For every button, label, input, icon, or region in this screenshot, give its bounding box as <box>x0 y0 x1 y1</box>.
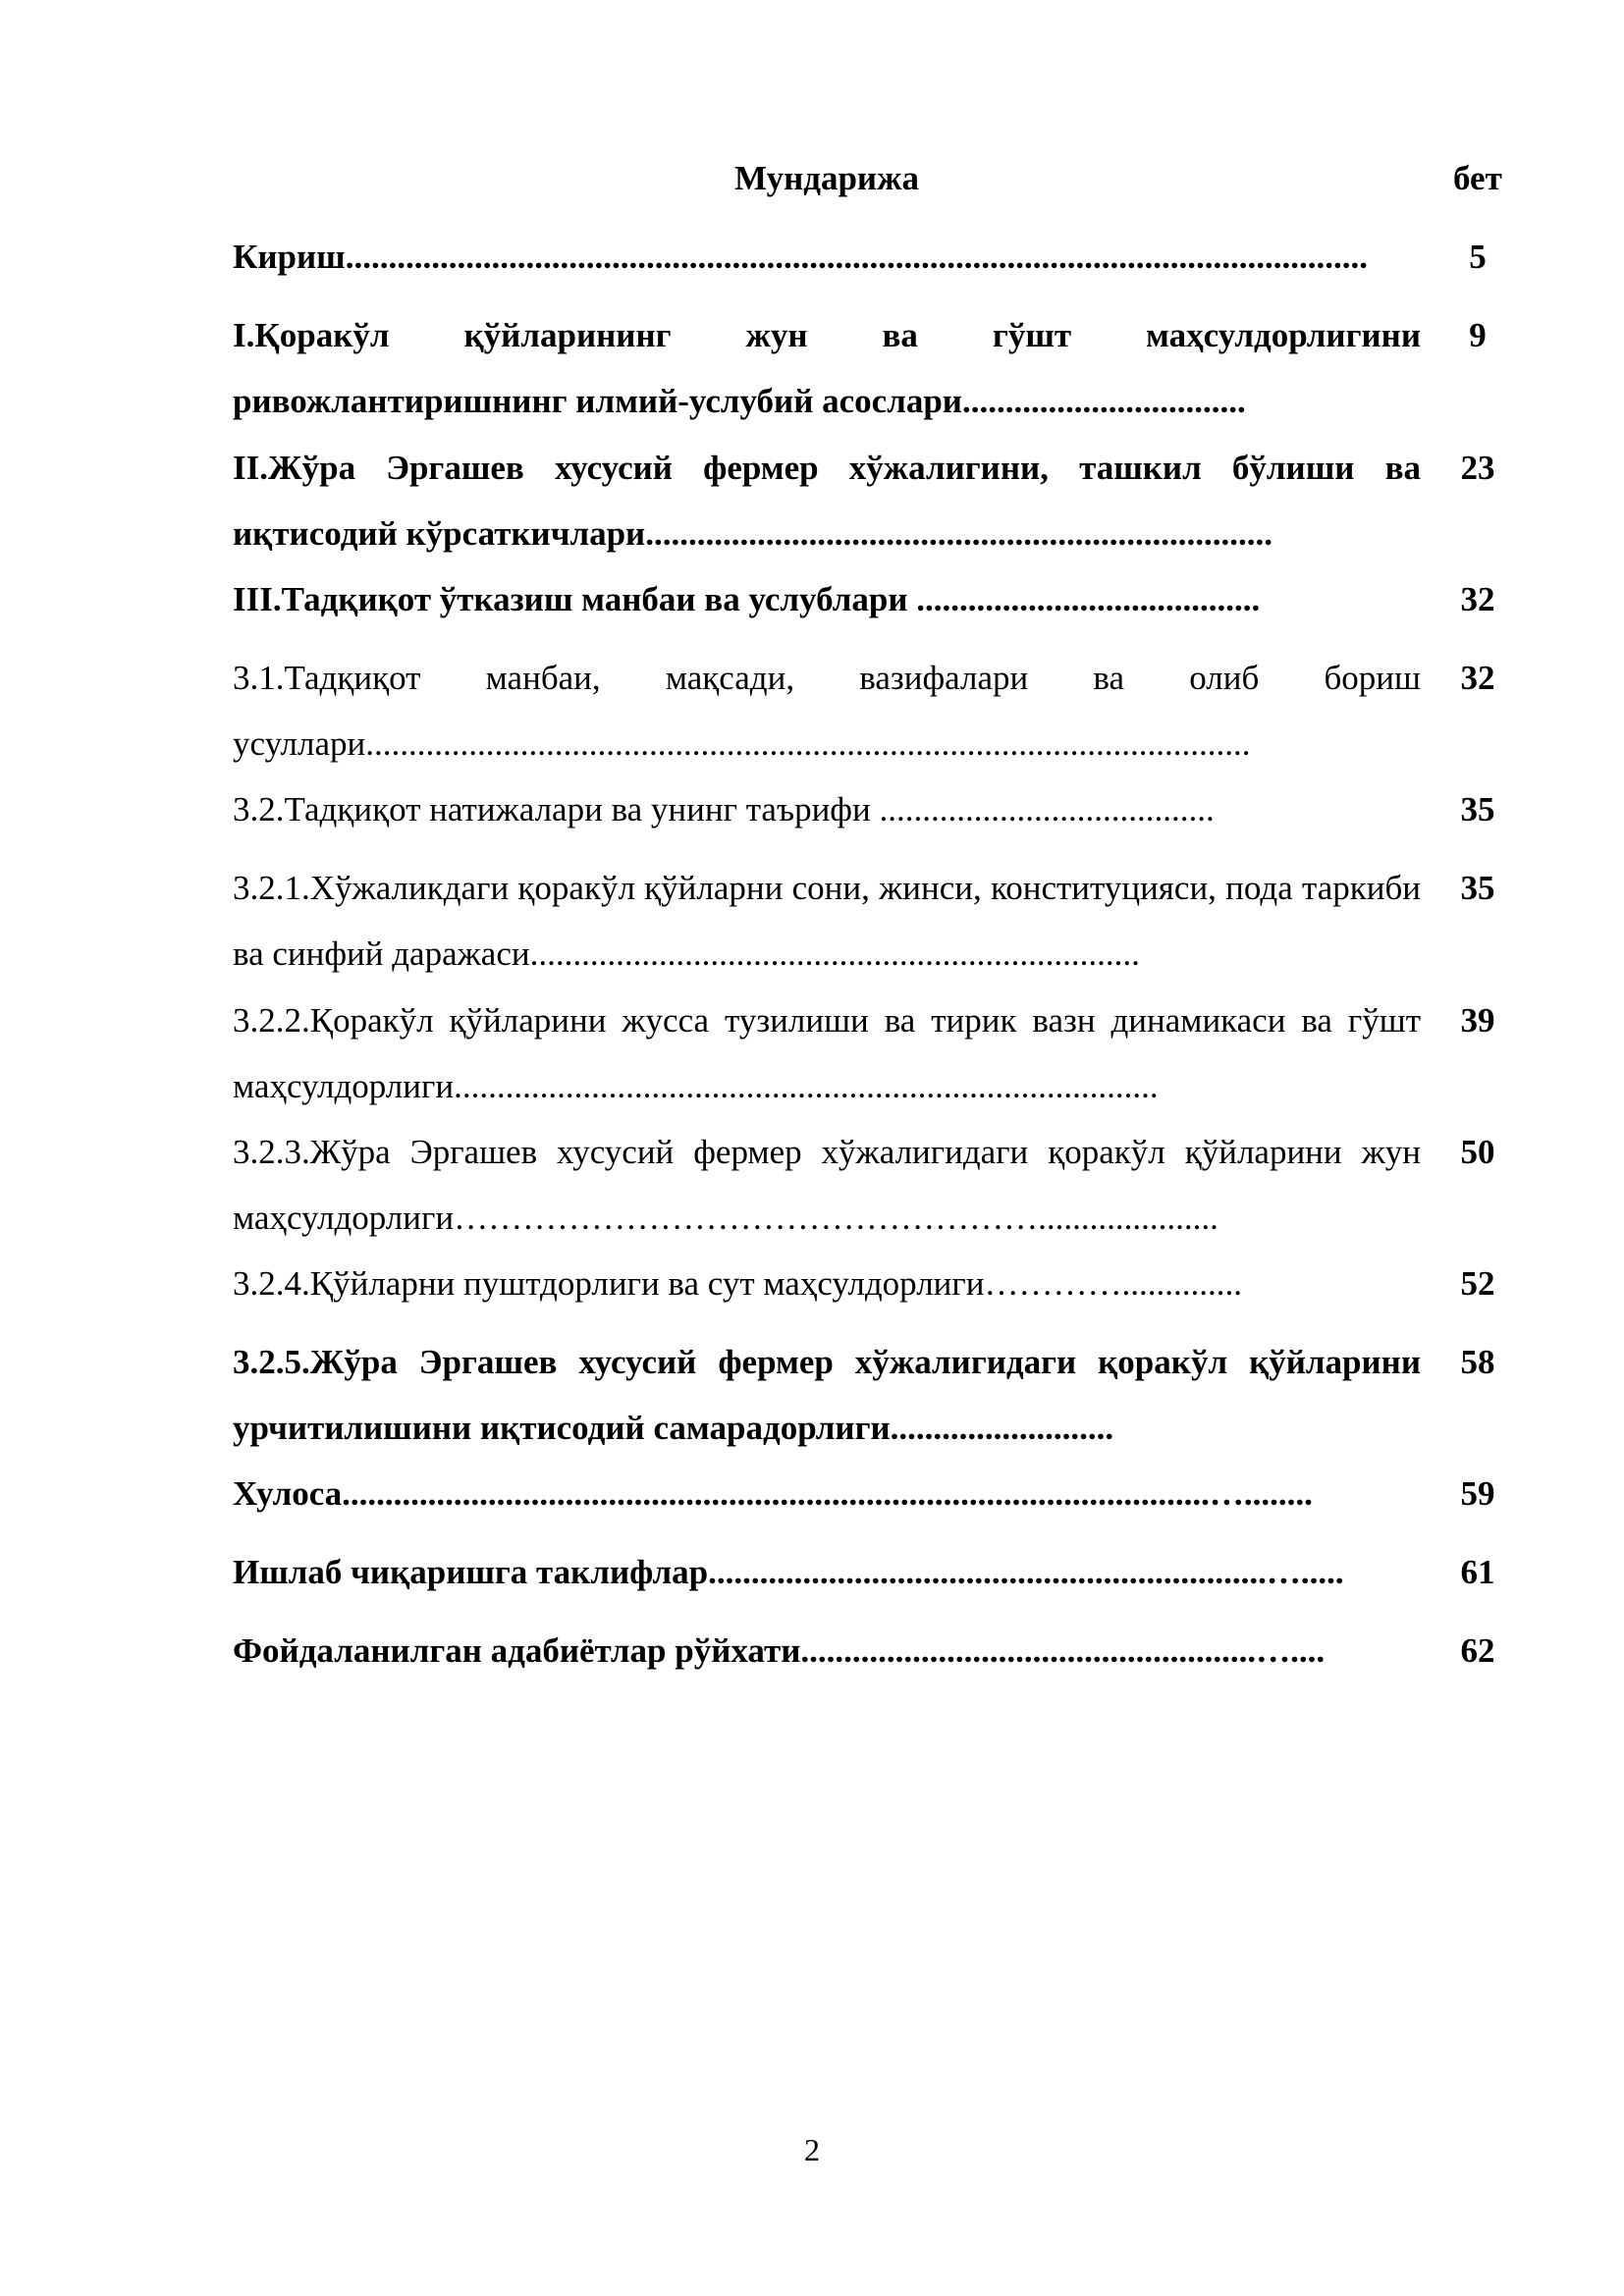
toc-page-section-3-2: 35 <box>1460 790 1495 828</box>
toc-page-proposals: 61 <box>1460 1553 1495 1591</box>
toc-page-intro: 5 <box>1469 238 1487 276</box>
toc-entry-conclusion: Хулоса.....................................................................................................…........ <box>233 1474 1313 1513</box>
toc-entry-section-3-2-1: 3.2.1.Хўжаликдаги қоракўл қўйларни сони, жинси, конституцияси, пода таркиби ва синфий даражаси....................................................................... <box>233 869 1421 973</box>
toc-page-section-3-2-2: 39 <box>1460 1001 1495 1040</box>
toc-page-conclusion: 59 <box>1460 1474 1495 1513</box>
toc-entry-section-3-2-3: 3.2.3.Жўра Эргашев хусусий фермер хўжалигидаги қоракўл қўйларини жун маҳсулдорлиги……………………………………………..................... <box>233 1133 1421 1237</box>
toc-page-section-3-2-3: 50 <box>1460 1133 1495 1171</box>
toc-page-chapter-1: 9 <box>1469 316 1487 354</box>
toc-entry-section-3-2: 3.2.Тадқиқот натижалари ва унинг таърифи ....................................... <box>233 790 1215 828</box>
toc-page-references: 62 <box>1460 1631 1495 1670</box>
toc-entry-references: Фойдаланилган адабиётлар рўйхати.....................................................….... <box>233 1631 1326 1670</box>
toc-title: Мундарижа <box>734 159 919 197</box>
toc-entry-chapter-1: I.Қоракўл қўйларининг жун ва гўшт маҳсулдорлигини ривожлантиришнинг илмий-услубий асослари................................. <box>233 316 1421 420</box>
toc-entry-intro: Кириш....................................................................................................................... <box>233 238 1368 276</box>
toc-page-section-3-1: 32 <box>1460 659 1495 697</box>
toc-entry-section-3-2-4: 3.2.4.Қўйларни пуштдорлиги ва сут маҳсулдорлиги………….............. <box>233 1264 1242 1303</box>
toc-page-chapter-2: 23 <box>1460 449 1495 487</box>
toc-page-section-3-2-1: 35 <box>1460 869 1495 907</box>
toc-entry-chapter-2: II.Жўра Эргашев хусусий фермер хўжалигини, ташкил бўлиши ва иқтисодий кўрсаткичлари......................................................................... <box>233 449 1421 553</box>
toc-page-section-3-2-5: 58 <box>1460 1343 1495 1381</box>
toc-entry-proposals: Ишлаб чиқаришга таклифлар.................................................................…..... <box>233 1553 1344 1591</box>
page-column-label: бет <box>1453 159 1502 197</box>
toc-entry-section-3-1: 3.1.Тадқиқот манбаи, мақсади, вазифалари ва олиб бориш усуллари....................................................................................................... <box>233 659 1421 763</box>
toc-page-section-3-2-4: 52 <box>1460 1264 1495 1303</box>
toc-entry-chapter-3: III.Тадқиқот ўтказиш манбаи ва услублари ........................................ <box>233 580 1261 618</box>
toc-page-chapter-3: 32 <box>1460 580 1495 618</box>
toc-entry-section-3-2-5: 3.2.5.Жўра Эргашев хусусий фермер хўжалигидаги қоракўл қўйларини урчитилишини иқтисодий самарадорлиги.......................... <box>233 1343 1421 1447</box>
footer-page-number: 2 <box>804 2132 820 2167</box>
toc-entry-section-3-2-2: 3.2.2.Қоракўл қўйларини жусса тузилиши ва тирик вазн динамикаси ва гўшт маҳсулдорлиги.................................................................................. <box>233 1001 1421 1105</box>
